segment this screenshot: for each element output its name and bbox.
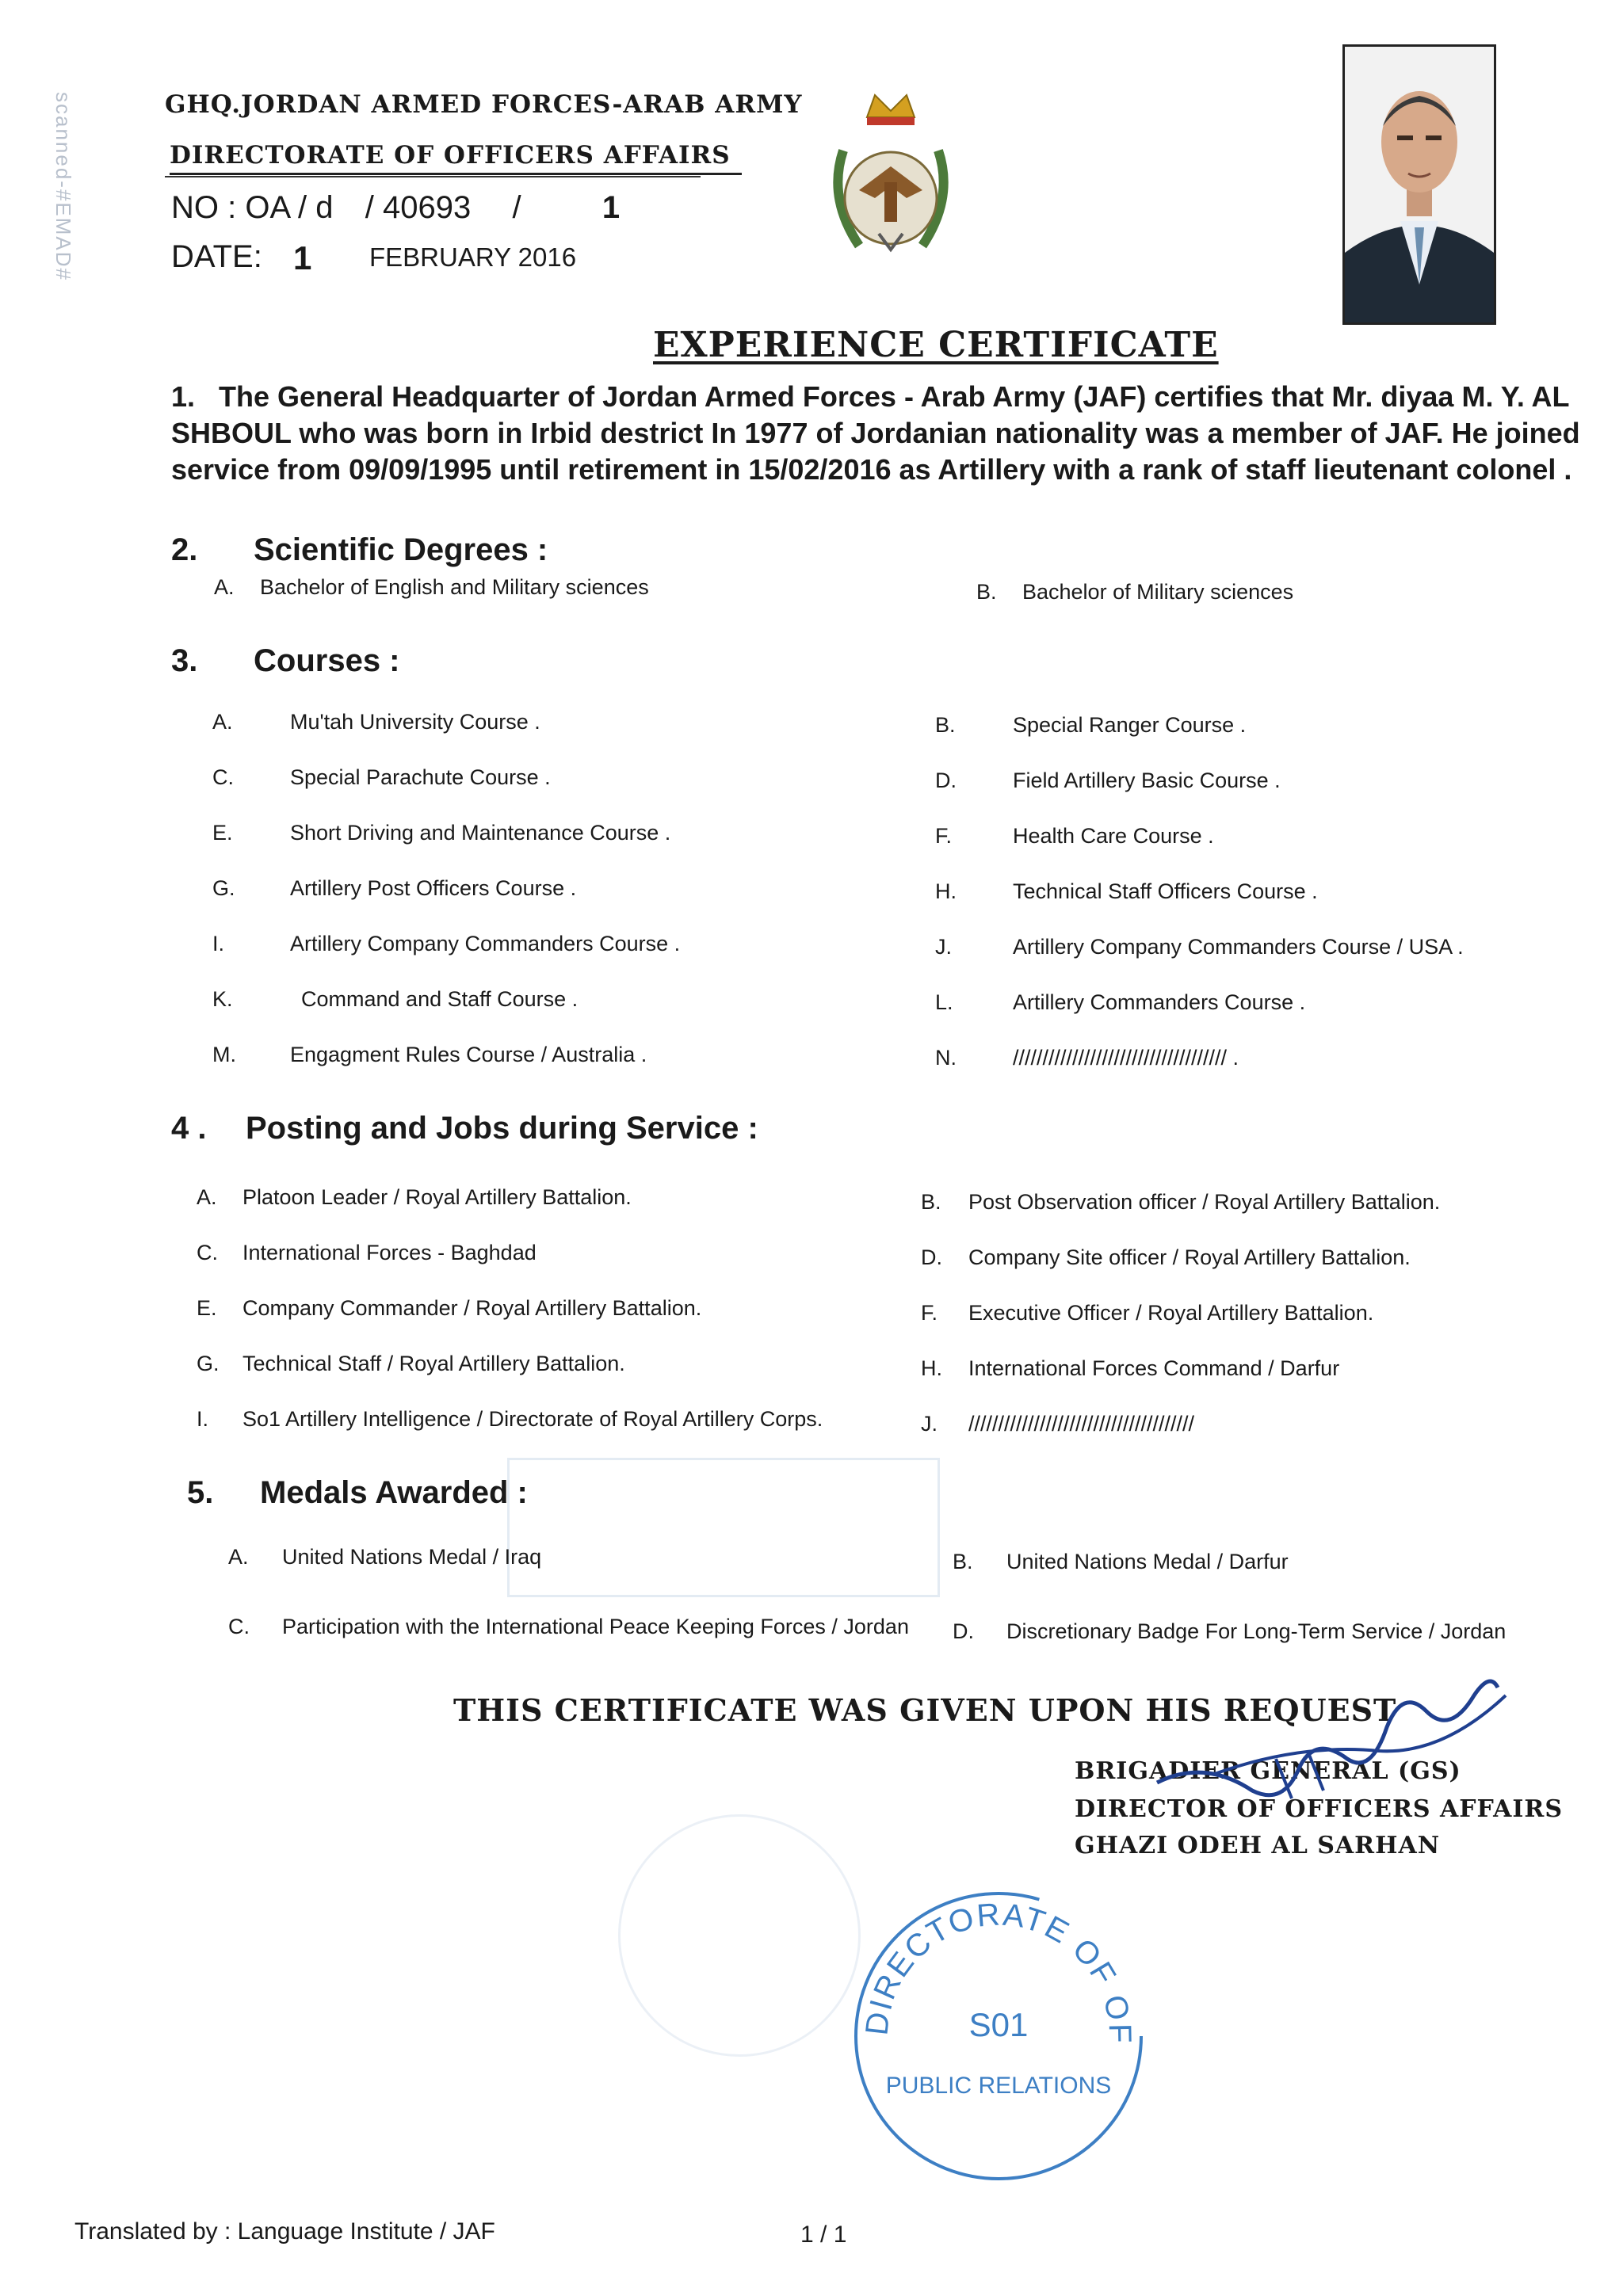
course-letter: B. [935,713,956,737]
degree-letter: A. [214,575,235,599]
emblem-icon [812,79,970,269]
header-directorate-line: DIRECTORATE OF OFFICERS AFFAIRS [170,141,742,175]
official-stamp [840,1878,1157,2195]
medal-letter: D. [953,1619,974,1643]
course-item: Artillery Company Commanders Course / USA . [1013,935,1464,959]
closing-statement: THIS CERTIFICATE WAS GIVEN UPON HIS REQUEST [453,1692,1397,1728]
course-letter: F. [935,824,953,848]
certification-paragraph [171,379,1613,488]
posting-item: International Forces Command / Darfur [968,1356,1340,1380]
posting-letter: B. [921,1190,941,1214]
posting-letter: G. [197,1352,220,1375]
date-day: 1 [293,239,312,277]
course-item: //////////////////////////////////// . [1013,1046,1239,1070]
faint-round-stamp [618,1814,861,2057]
reference-page: 1 [601,190,621,225]
course-letter: L. [935,990,953,1014]
posting-letter: J. [921,1412,938,1436]
courses-heading: Courses : [254,643,400,678]
course-letter: G. [212,876,235,900]
degree-item: Bachelor of English and Military sciences [260,575,649,599]
posting-item: ////////////////////////////////////// [968,1412,1195,1436]
postings-heading: Posting and Jobs during Service : [246,1111,758,1146]
course-item: Artillery Commanders Course . [1013,990,1306,1014]
course-item: Command and Staff Course . [301,987,579,1011]
posting-letter: I. [197,1407,209,1431]
side-watermark: scanned-#EMAD# [52,92,75,281]
officer-photo [1342,44,1496,325]
courses-number: 3. [171,643,198,678]
jaf-emblem [812,79,970,269]
posting-letter: C. [197,1241,218,1264]
reference-number [171,190,620,226]
stamp-dept: PUBLIC RELATIONS [885,2073,1112,2099]
degree-item: Bachelor of Military sciences [1022,580,1294,604]
course-item: Health Care Course . [1013,824,1214,848]
degree-letter: B. [976,580,997,604]
course-letter: K. [212,987,233,1011]
course-letter: N. [935,1046,957,1070]
reference-sep: / [512,190,521,225]
portrait-icon [1345,47,1494,322]
course-item: Mu'tah University Course . [290,710,540,734]
course-item: Special Ranger Course . [1013,713,1247,737]
posting-letter: H. [921,1356,942,1380]
translated-by: Translated by : Language Institute / JAF [74,2218,495,2245]
course-item: Short Driving and Maintenance Course . [290,821,671,845]
date-label: DATE: [171,239,262,274]
course-item: Artillery Post Officers Course . [290,876,577,900]
course-item: Artillery Company Commanders Course . [290,932,681,955]
posting-item: Company Site officer / Royal Artillery Battalion. [968,1245,1411,1269]
medal-item: United Nations Medal / Iraq [282,1545,542,1569]
paragraph-text: The General Headquarter of Jordan Armed Forces - Arab Army (JAF) certifies that Mr. diyaa M. Y. AL SHBOUL who was born in Irbid destrict In 1977 of Jordanian nationality was a member of JAF. He joined service from 09/09/1995 until retirement in 15/02/2016 as Artillery with a rank of staff lieutenant colonel . [171,380,1580,486]
posting-letter: A. [197,1185,217,1209]
course-letter: H. [935,879,957,903]
stamp-code: S01 [968,2006,1029,2043]
course-letter: D. [935,769,957,792]
header-org-line: GHQ.JORDAN ARMED FORCES-ARAB ARMY [165,90,803,119]
posting-letter: D. [921,1245,942,1269]
posting-item: Post Observation officer / Royal Artillery Battalion. [968,1190,1441,1214]
course-item: Technical Staff Officers Course . [1013,879,1318,903]
course-letter: I. [212,932,225,955]
paragraph-number: 1. [171,380,196,413]
degrees-heading: Scientific Degrees : [254,532,548,567]
posting-letter: E. [197,1296,217,1320]
medal-item: Discretionary Badge For Long-Term Service / Jordan [1006,1619,1507,1643]
posting-item: Company Commander / Royal Artillery Battalion. [242,1296,702,1320]
signature-icon [1141,1664,1514,1822]
medals-heading: Medals Awarded : [260,1475,528,1510]
course-item: Special Parachute Course . [290,765,551,789]
page-number: 1 / 1 [800,2222,847,2248]
medal-item: United Nations Medal / Darfur [1006,1550,1289,1573]
header-underline [165,176,701,177]
medal-letter: C. [228,1615,250,1638]
reference-label: NO : OA / d [171,190,334,225]
document-title: EXPERIENCE CERTIFICATE [653,325,1219,365]
course-letter: E. [212,821,233,845]
posting-item: Executive Officer / Royal Artillery Battalion. [968,1301,1374,1325]
course-letter: M. [212,1043,236,1066]
degrees-number: 2. [171,532,198,567]
posting-item: Technical Staff / Royal Artillery Battalion. [242,1352,625,1375]
medal-letter: B. [953,1550,973,1573]
course-item: Field Artillery Basic Course . [1013,769,1281,792]
posting-item: International Forces - Baghdad [242,1241,537,1264]
course-letter: J. [935,935,953,959]
signatory-rank: BRIGADIER GENERAL (GS) [1075,1757,1461,1785]
medal-letter: A. [228,1545,249,1569]
posting-letter: F. [921,1301,938,1325]
stamp-icon [840,1878,1157,2195]
course-item: Engagment Rules Course / Australia . [290,1043,647,1066]
course-letter: C. [212,765,234,789]
medals-number: 5. [187,1475,214,1510]
stamp-ring-text: DIRECTORATE OF OF [859,1897,1138,2045]
signatory-position: DIRECTOR OF OFFICERS AFFAIRS [1075,1795,1564,1823]
signature [1141,1664,1514,1822]
date-month-year: FEBRUARY 2016 [369,242,577,272]
posting-item: So1 Artillery Intelligence / Directorate of Royal Artillery Corps. [242,1407,823,1431]
reference-value: / 40693 [365,190,472,225]
faint-background-stamp [507,1458,940,1597]
postings-number: 4 . [171,1111,207,1146]
posting-item: Platoon Leader / Royal Artillery Battalion. [242,1185,632,1209]
medal-item: Participation with the International Peace Keeping Forces / Jordan [282,1615,909,1638]
course-letter: A. [212,710,233,734]
signatory-name: GHAZI ODEH AL SARHAN [1075,1832,1441,1859]
